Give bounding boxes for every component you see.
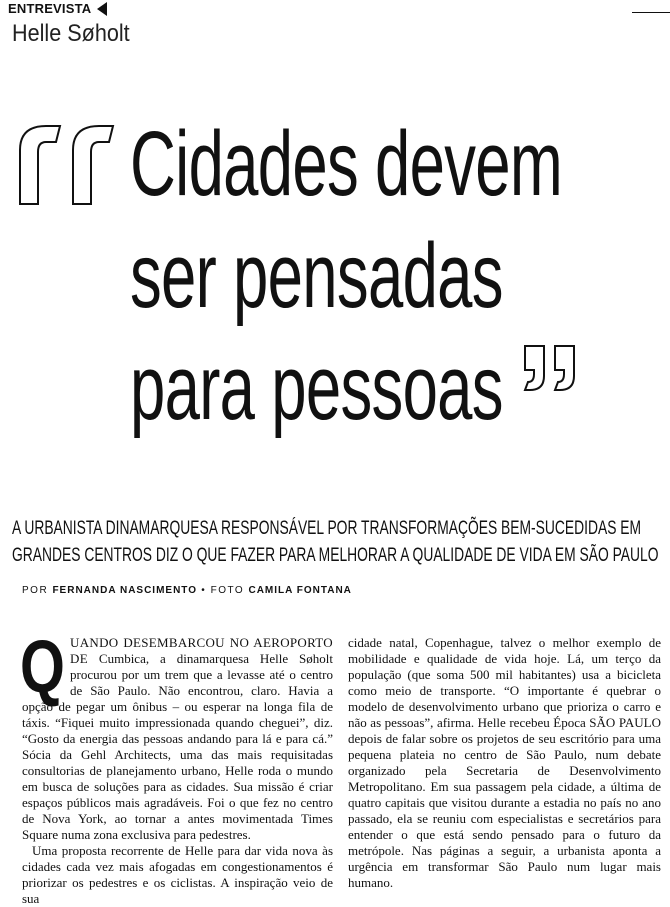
byline-author: FERNANDA NASCIMENTO [52, 585, 198, 596]
body-paragraph: Uma proposta recorrente de Helle para dar vida nova às cidades cada vez mais afogadas em congestionamentos é priorizar os pedestres e os ciclistas. A inspiração veio de sua [22, 843, 333, 906]
subject-name: Helle Søholt [12, 20, 130, 47]
headline [130, 108, 562, 444]
section-tag [0, 0, 113, 17]
body-text: Cumbica, a dinamarquesa Helle Søholt procurou por um trem que a levasse até o centro de São Paulo. Não encontrou, claro. Havia a opção de pegar um ônibus – ou esperar na longa fila de táxis. “Fiquei muito impressionada quando cheguei”, diz. “Gosto da energia das pessoas andando para lá e para cá.” Sócia da Gehl Architects, uma das mais requisitadas consultorias de planejamento urbano, Helle roda o mundo em busca de soluções para as cidades. Sua missão é criar espaços públicos mais agradáveis. Foi o que fez no centro de Nova York, ao tornar a antes movimentada Times Square numa zona exclusiva para pedestres. [22, 651, 333, 842]
top-rule [632, 12, 670, 13]
headline-line: ser pensadas [130, 225, 503, 327]
headline-line: para pessoas [130, 337, 503, 439]
section-triangle-icon [97, 2, 107, 16]
body-paragraph: cidade natal, Copenhague, talvez o melhor exemplo de mobilidade e qualidade de vida hoje. Lá, um terço da população (que soma 500 mil habitantes) usa a bicicleta como meio de transporte. “O importante é quebrar o modelo de desenvolvimento urbano que prioriza o carro e não as pessoas”, afirma. Helle recebeu Época SÃO PAULO depois de falar sobre os projetos de seu escritório para uma pequena plateia no centro de São Paulo, num debate organizado pela Secretaria de Desenvolvimento Metropolitano. Em sua passagem pela cidade, a última de quatro capitais que visitou durante a estadia no país no ano passado, ela se reuniu com especialistas e secretários para entender o que está sendo pensado para o futuro da metrópole. Nas páginas a seguir, a urbanista aponta a urgência em transformar São Paulo num lugar mais humano. [348, 635, 661, 890]
byline-separator: • [201, 585, 207, 596]
close-quote-icon [522, 342, 580, 394]
open-quote-icon [16, 120, 121, 212]
byline-by-label: POR [22, 585, 49, 596]
lead-caps: UANDO DESEMBARCOU NO AEROPORTO DE [70, 635, 333, 666]
body-column-right [348, 635, 661, 891]
byline-photo-label: FOTO [210, 585, 245, 596]
byline-photographer: CAMILA FONTANA [248, 585, 352, 596]
body-paragraph [20, 625, 333, 843]
byline [22, 585, 352, 596]
section-label: ENTREVISTA [8, 1, 92, 16]
deck-line: A URBANISTA DINAMARQUESA RESPONSÁVEL POR TRANSFORMAÇÕES BEM-SUCEDIDAS EM [12, 517, 642, 539]
headline-line: Cidades devem [130, 113, 563, 215]
deck-line: GRANDES CENTROS DIZ O QUE FAZER PARA MELHORAR A QUALIDADE DE VIDA EM SÃO PAULO [12, 544, 659, 566]
body-column-left [20, 625, 333, 907]
dropcap: Q [20, 625, 65, 708]
deck [12, 515, 659, 569]
